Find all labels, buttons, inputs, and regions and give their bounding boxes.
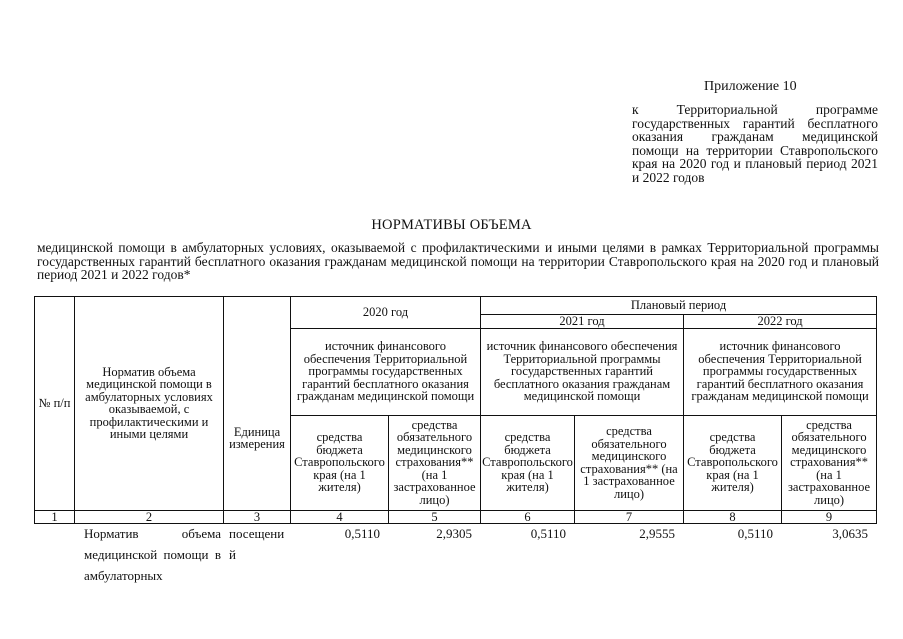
value-oms-2020: 2,9305 — [436, 526, 472, 541]
header-year-2020: 2020 год — [291, 297, 481, 329]
header-year-2021: 2021 год — [481, 315, 684, 329]
column-number: 5 — [389, 510, 481, 524]
header-planned-period: Плановый период — [481, 297, 877, 315]
column-number: 9 — [782, 510, 877, 524]
header-oms-2021: средства обязательного медицинского страхования** (на 1 застрахованное лицо) — [575, 415, 684, 510]
row-num — [34, 523, 74, 586]
normatives-data-table — [34, 523, 876, 586]
appendix-text: к Территориальной программе государственных гарантий бесплатного оказания гражданам медицинской помощи на территории Ставропольского края на 2020 год и плановый период 2021 и 2022 годов — [632, 102, 878, 185]
table-row — [34, 523, 876, 586]
row-normative: Норматив объема медицинской помощи в амбулаторных — [84, 526, 221, 583]
value-oms-2021: 2,9555 — [639, 526, 675, 541]
header-source-2020: источник финансового обеспечения Территориальной программы государственных гарантий бесплатного оказания гражданам медицинской помощи — [291, 328, 481, 415]
column-number: 8 — [684, 510, 782, 524]
column-number: 7 — [575, 510, 684, 524]
header-source-2022: источник финансового обеспечения Территориальной программы государственных гарантий бесплатного оказания гражданам медицинской помощи — [684, 328, 877, 415]
column-number: 4 — [291, 510, 389, 524]
normatives-header-table — [34, 296, 877, 524]
column-number: 2 — [75, 510, 224, 524]
header-oms-2020: средства обязательного медицинского страхования** (на 1 застрахованное лицо) — [389, 415, 481, 510]
header-budget-2021: средства бюджета Ставропольского края (на 1 жителя) — [481, 415, 575, 510]
column-number: 6 — [481, 510, 575, 524]
header-num: № п/п — [35, 297, 75, 511]
column-number: 1 — [35, 510, 75, 524]
value-oms-2022: 3,0635 — [832, 526, 868, 541]
header-unit: Единица измерения — [224, 297, 291, 511]
document-title: НОРМАТИВЫ ОБЪЕМА — [371, 217, 532, 233]
document-subtitle: медицинской помощи в амбулаторных условиях, оказываемой с профилактическими и иными целями в рамках Территориальной программы государственных гарантий бесплатного оказания гражданам медицинской помощи на территории Ставропольского края на 2020 год и плановый период 2021 и 2022 годов* — [37, 240, 879, 282]
value-budget-2021: 0,5110 — [530, 526, 566, 541]
header-source-2021: источник финансового обеспечения Территориальной программы государственных гарантий бесплатного оказания гражданам медицинской помощи — [481, 328, 684, 415]
row-unit: посещений — [229, 526, 285, 562]
header-oms-2022: средства обязательного медицинского страхования** (на 1 застрахованное лицо) — [782, 415, 877, 510]
value-budget-2022: 0,5110 — [737, 526, 773, 541]
value-budget-2020: 0,5110 — [344, 526, 380, 541]
header-normative: Норматив объема медицинской помощи в амбулаторных условиях оказываемой, с профилактическими и иными целями — [75, 297, 224, 511]
column-number: 3 — [224, 510, 291, 524]
header-year-2022: 2022 год — [684, 315, 877, 329]
header-budget-2022: средства бюджета Ставропольского края (на 1 жителя) — [684, 415, 782, 510]
header-budget-2020: средства бюджета Ставропольского края (на 1 жителя) — [291, 415, 389, 510]
appendix-title: Приложение 10 — [704, 79, 797, 94]
